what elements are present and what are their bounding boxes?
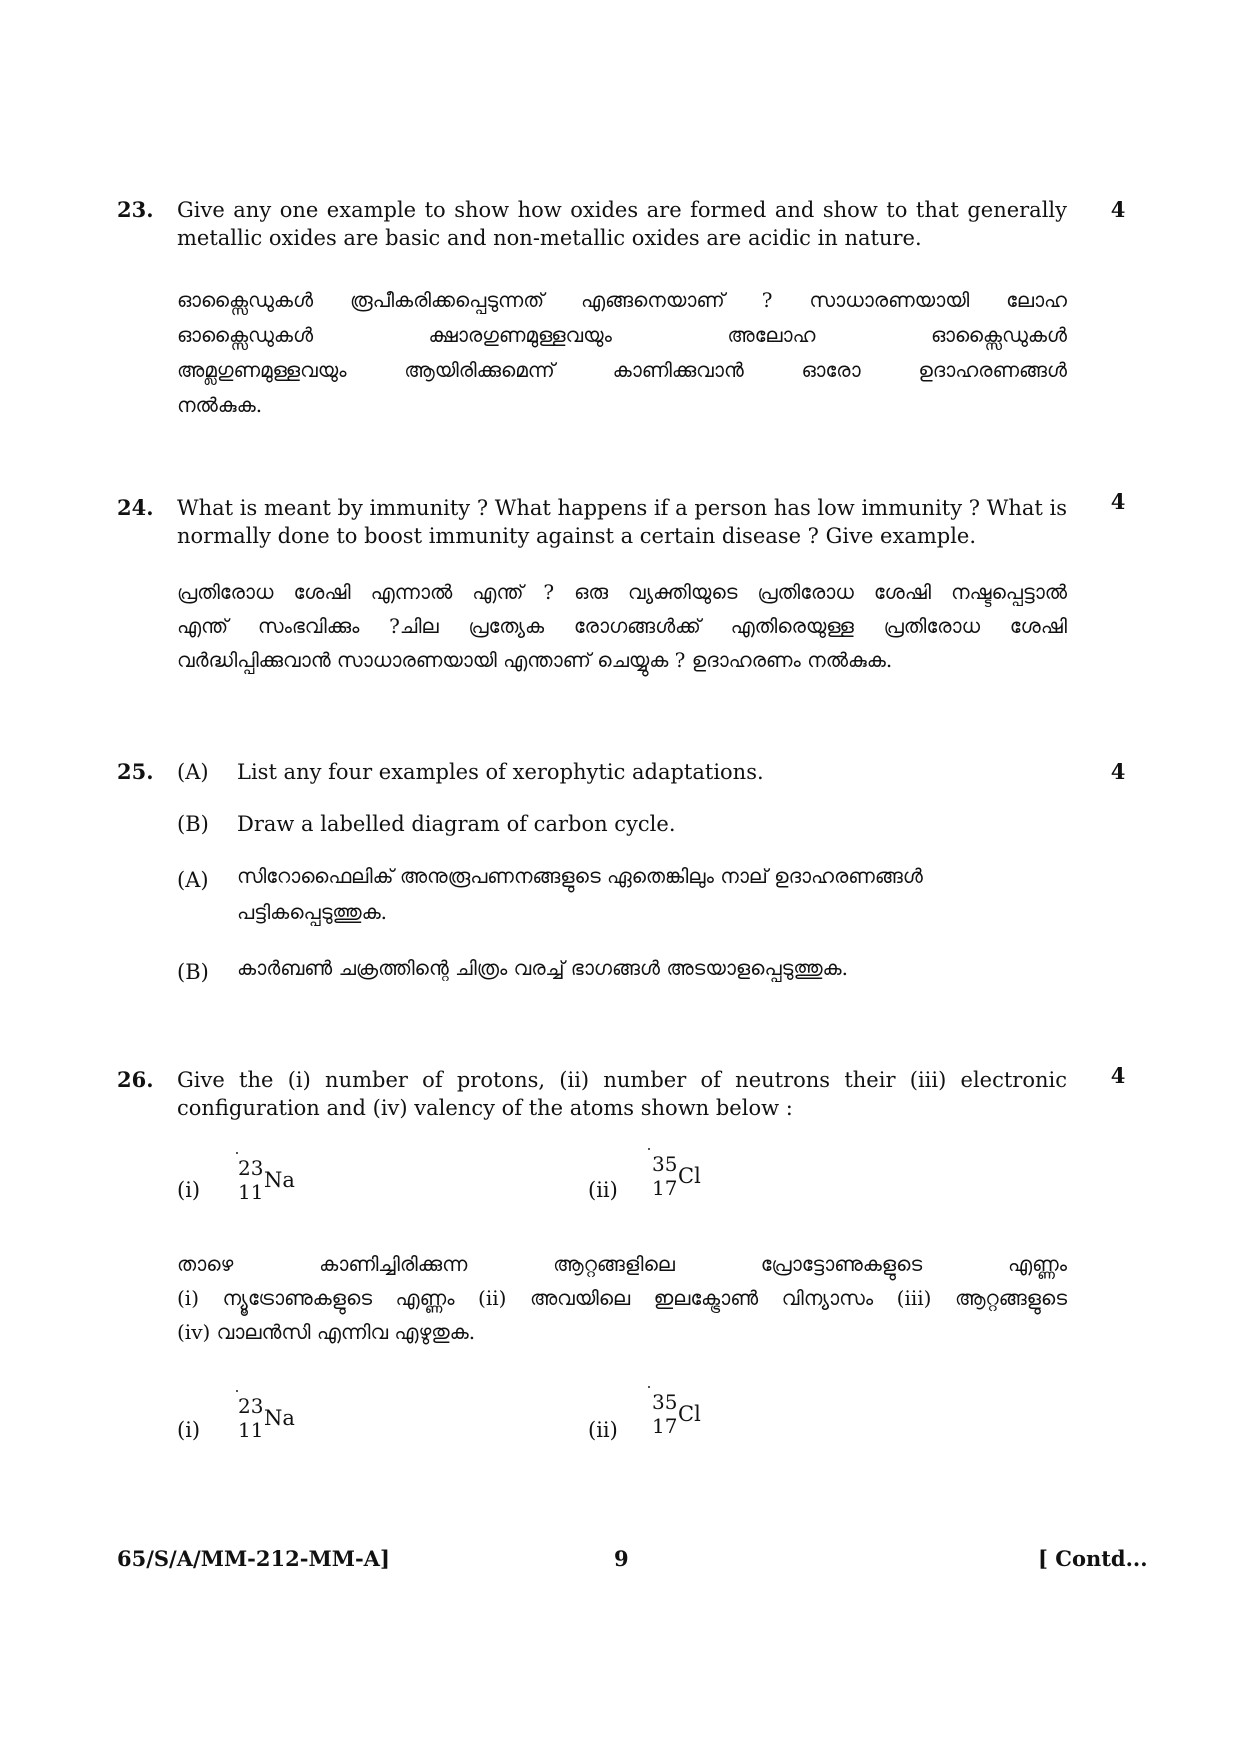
question-marks: 4 [1110, 197, 1126, 222]
question-number: 23. [117, 197, 154, 222]
print-speck [236, 1152, 238, 1154]
element-symbol: Na [264, 1168, 295, 1192]
question-text-malayalam-line: അമ്ലഗുണമുള്ളവയും ആയിരിക്കുമെന്ന് കാണിക്കുവാൻ ഓരോ ഉദാഹരണങ്ങൾ [177, 358, 1067, 382]
nuclide-sodium [238, 1396, 318, 1456]
mass-number: 23 [238, 1394, 264, 1418]
question-text-english: Give the (i) number of protons, (ii) number of neutrons their (iii) electronic configuration and (iv) valency of the atoms shown below : [177, 1068, 1067, 1120]
continued-note: [ Contd... [1038, 1546, 1148, 1571]
part-label: (A) [177, 868, 209, 892]
part-label: (A) [177, 760, 209, 784]
question-number: 25. [117, 759, 154, 784]
part-label: (B) [177, 960, 209, 984]
mass-number: 23 [238, 1156, 264, 1180]
nuclide-chlorine [652, 1154, 732, 1214]
question-text-malayalam-line: (iv) വാലൻസി എന്നിവ എഴുതുക. [177, 1320, 476, 1344]
question-text-english: Give any one example to show how oxides are formed and show to that generally metallic oxides are basic and non-metallic oxides are acidic in nature. [177, 198, 1067, 250]
atom-label: (i) [177, 1178, 201, 1202]
print-speck [648, 1148, 650, 1150]
part-text-malayalam-line: പട്ടികപ്പെടുത്തുക. [237, 900, 388, 924]
question-number: 24. [117, 495, 154, 520]
mass-number: 35 [652, 1390, 678, 1414]
question-text-english: What is meant by immunity ? What happens if a person has low immunity ? What is normally done to boost immunity against a certain disease ? Give example. [177, 496, 1067, 548]
question-text-malayalam-line: ഓക്സൈഡുകൾ ക്ഷാരഗുണമുള്ളവയും അലോഹ ഓക്സൈഡുകൾ [177, 323, 1067, 347]
paper-code: 65/S/A/MM-212-MM-A] [117, 1546, 390, 1571]
question-text-malayalam-line: (i) ന്യൂട്രോണുകളുടെ എണ്ണം (ii) അവയിലെ ഇലക്ട്രോൺ വിന്യാസം (iii) ആറ്റങ്ങളുടെ [177, 1286, 1067, 1310]
question-text-malayalam-line: നൽകുക. [177, 393, 263, 417]
part-text-malayalam-line: സിറോഫൈലിക് അനുരൂപണനങ്ങളുടെ ഏതെങ്കിലും നാല് ഉദാഹരണങ്ങൾ [237, 864, 923, 888]
question-marks: 4 [1110, 1063, 1126, 1088]
question-text-malayalam-line: താഴെ കാണിച്ചിരിക്കുന്ന ആറ്റങ്ങളിലെ പ്രോട്ടോണുകളുടെ എണ്ണം [177, 1252, 1067, 1276]
question-text-malayalam-line: ഓക്സൈഡുകൾ രൂപീകരിക്കപ്പെടുന്നത് എങ്ങനെയാണ് ? സാധാരണയായി ലോഹ [177, 288, 1067, 312]
question-marks: 4 [1110, 759, 1126, 784]
question-text-malayalam-line: എന്ത് സംഭവിക്കും ?ചില പ്രത്യേക രോഗങ്ങൾക്ക് എതിരെയുള്ള പ്രതിരോധ ശേഷി [177, 614, 1067, 638]
element-symbol: Cl [678, 1402, 701, 1426]
atomic-number: 11 [238, 1418, 264, 1442]
part-text-english: Draw a labelled diagram of carbon cycle. [237, 812, 676, 836]
atom-label: (ii) [588, 1178, 618, 1202]
atomic-number: 17 [652, 1414, 678, 1438]
question-text-malayalam-line: പ്രതിരോധ ശേഷി എന്നാൽ എന്ത് ? ഒരു വ്യക്തിയുടെ പ്രതിരോധ ശേഷി നഷ്ടപ്പെട്ടാൽ [177, 580, 1067, 604]
nuclide-sodium [238, 1158, 318, 1218]
mass-number: 35 [652, 1152, 678, 1176]
element-symbol: Cl [678, 1164, 701, 1188]
nuclide-chlorine [652, 1392, 732, 1452]
atom-label: (ii) [588, 1418, 618, 1442]
page-number: 9 [614, 1546, 629, 1571]
print-speck [236, 1390, 238, 1392]
part-text-english: List any four examples of xerophytic adaptations. [237, 760, 764, 784]
part-label: (B) [177, 812, 209, 836]
atomic-number: 17 [652, 1176, 678, 1200]
atomic-number: 11 [238, 1180, 264, 1204]
print-speck [648, 1386, 650, 1388]
question-marks: 4 [1110, 489, 1126, 514]
atom-label: (i) [177, 1418, 201, 1442]
element-symbol: Na [264, 1406, 295, 1430]
question-number: 26. [117, 1067, 154, 1092]
question-text-malayalam-line: വർദ്ധിപ്പിക്കുവാൻ സാധാരണയായി എന്താണ് ചെയ്യുക ? ഉദാഹരണം നൽകുക. [177, 648, 893, 672]
part-text-malayalam: കാർബൺ ചക്രത്തിന്റെ ചിത്രം വരച്ച് ഭാഗങ്ങൾ അടയാളപ്പെടുത്തുക. [237, 956, 848, 980]
